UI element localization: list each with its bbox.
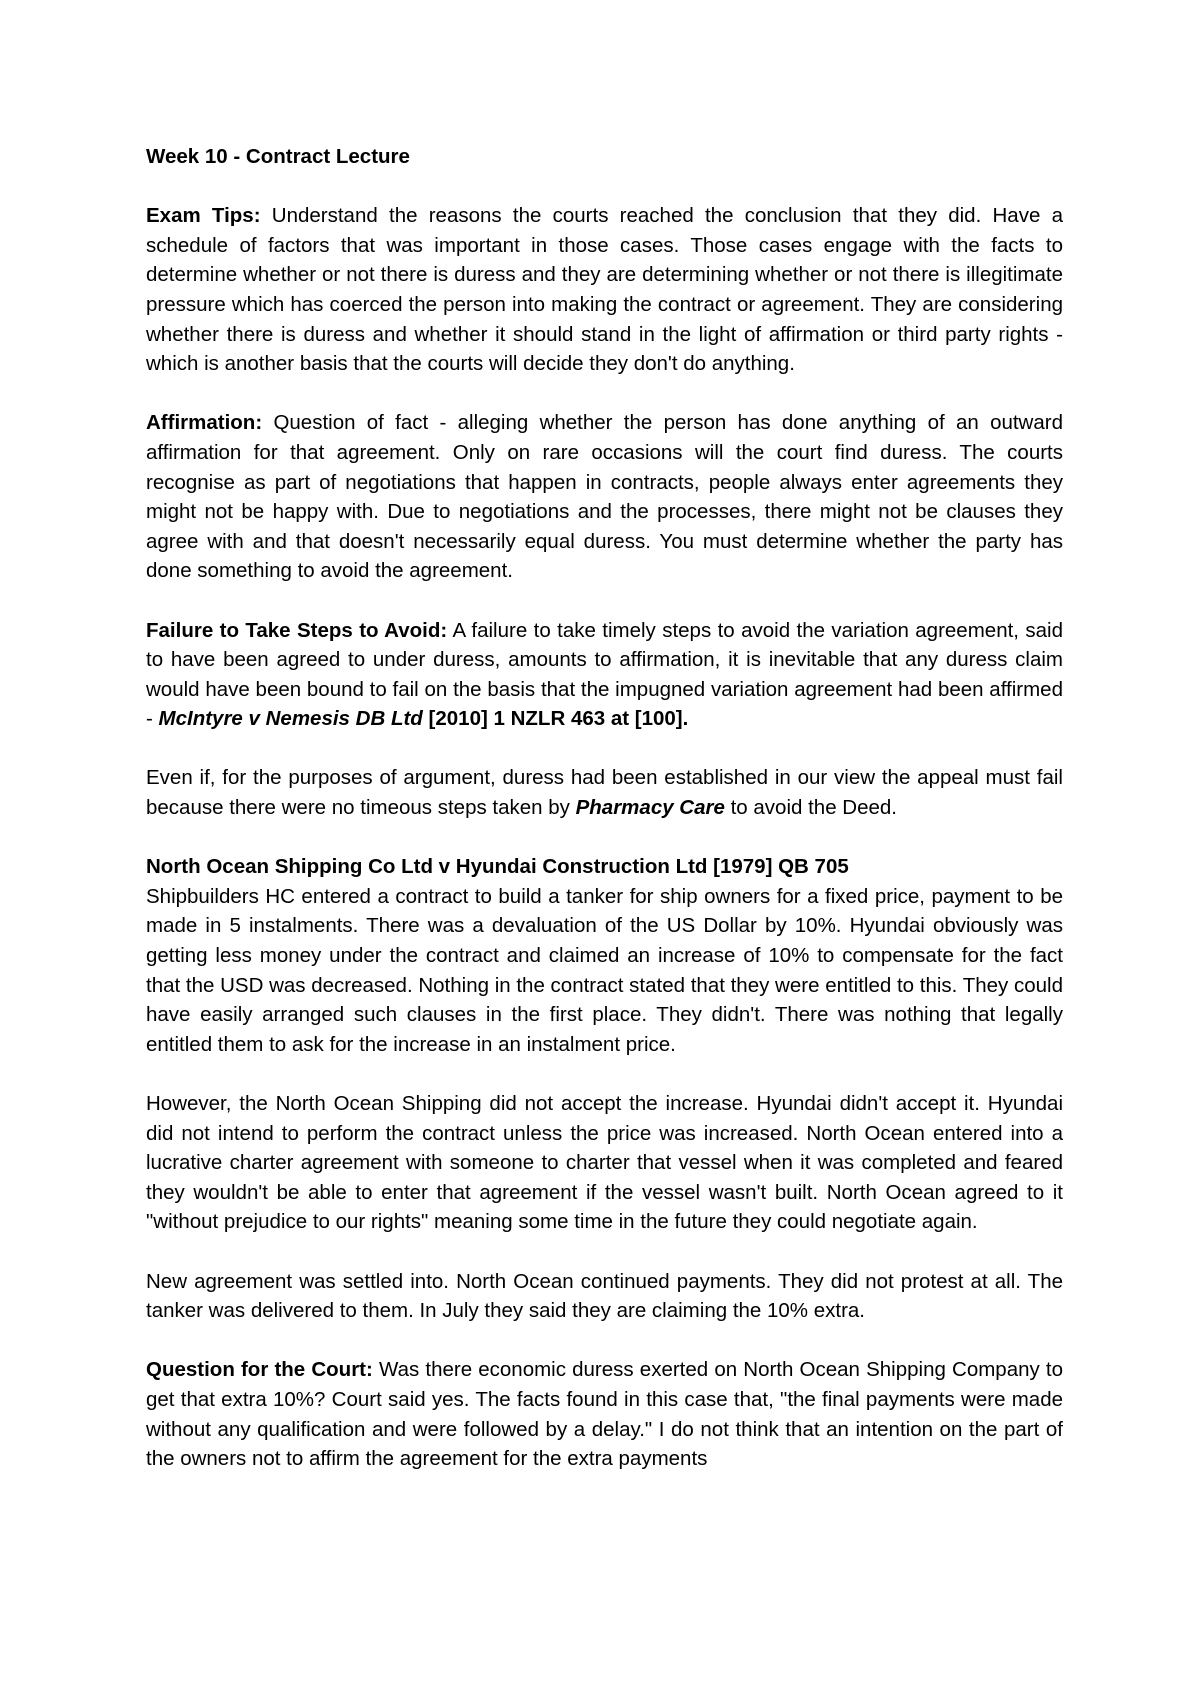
- mcintyre-case-name: McIntyre v Nemesis DB Ltd: [158, 707, 423, 731]
- affirmation-label: Affirmation:: [146, 411, 263, 435]
- document-page: [146, 142, 1063, 1474]
- mcintyre-citation: [2010] 1 NZLR 463 at [100].: [422, 707, 689, 731]
- north-ocean-paragraph-1: Shipbuilders HC entered a contract to build a tanker for ship owners for a fixed price, payment to be made in 5 instalments. There was a devaluation of the US Dollar by 10%. Hyundai obviously was getting less money under the contract and claimed an increase of 10% to compensate for the fact that the USD was decreased. Nothing in the contract stated that they were entitled to this. They could have easily arranged such clauses in the first place. They didn't. There was nothing that legally entitled them to ask for the increase in an instalment price.: [146, 884, 1063, 1056]
- question-for-court-text: Was there economic duress exerted on North Ocean Shipping Company to get that extra 10%? Court said yes. The facts found in this case that, "the final payments were made without any qualification and were followed by a delay." I do not think that an intention on the part of the owners not to affirm the agreement for the extra payments: [146, 1358, 1063, 1471]
- question-for-court-label: Question for the Court:: [146, 1358, 373, 1382]
- affirmation-text: Question of fact - alleging whether the person has done anything of an outward affirmation for that agreement. Only on rare occasions will the court find duress. The courts recognise as part of negotiations that happen in contracts, people always enter agreements they might not be happy with. Due to negotiations and the processes, there might not be clauses they agree with and that doesn't necessarily equal duress. You must determine whether the party has done something to avoid the agreement.: [146, 411, 1063, 583]
- failure-to-avoid-paragraph: [146, 616, 1063, 734]
- exam-tips-text: Understand the reasons the courts reached the conclusion that they did. Have a schedule of factors that was important in those cases. Those cases engage with the facts to determine whether or not there is duress and they are determining whether or not there is illegitimate pressure which has coerced the person into making the contract or agreement. They are considering whether there is duress and whether it should stand in the light of affirmation or third party rights - which is another basis that the courts will decide they don't do anything.: [146, 204, 1063, 376]
- even-if-text-before: Even if, for the purposes of argument, duress had been established in our view the appeal must fail because there were no timeous steps taken by: [146, 766, 1063, 820]
- exam-tips-paragraph: [146, 201, 1063, 379]
- exam-tips-label: Exam Tips:: [146, 204, 261, 228]
- failure-to-avoid-label: Failure to Take Steps to Avoid:: [146, 618, 448, 642]
- even-if-paragraph: [146, 763, 1063, 822]
- document-title: Week 10 - Contract Lecture: [146, 145, 410, 168]
- even-if-text-after: to avoid the Deed.: [724, 796, 897, 820]
- north-ocean-paragraph-3: New agreement was settled into. North Ocean continued payments. They did not protest at all. The tanker was delivered to them. In July they said they are claiming the 10% extra.: [146, 1269, 1063, 1323]
- pharmacy-care-name: Pharmacy Care: [575, 796, 725, 820]
- north-ocean-case-heading: North Ocean Shipping Co Ltd v Hyundai Construction Ltd [1979] QB 705: [146, 855, 849, 879]
- failure-to-avoid-text: A failure to take timely steps to avoid the variation agreement, said to have been agreed to under duress, amounts to affirmation, it is inevitable that any duress claim would have been bound to fail on the basis that the impugned variation agreement had been affirmed -: [146, 618, 1063, 731]
- north-ocean-paragraph-2: However, the North Ocean Shipping did not accept the increase. Hyundai didn't accept it. Hyundai did not intend to perform the contract unless the price was increased. North Ocean entered into a lucrative charter agreement with someone to charter that vessel when it was completed and feared they wouldn't be able to enter that agreement if the vessel wasn't built. North Ocean agreed to it "without prejudice to our rights" meaning some time in the future they could negotiate again.: [146, 1092, 1063, 1234]
- question-for-court-paragraph: [146, 1355, 1063, 1473]
- affirmation-paragraph: [146, 408, 1063, 586]
